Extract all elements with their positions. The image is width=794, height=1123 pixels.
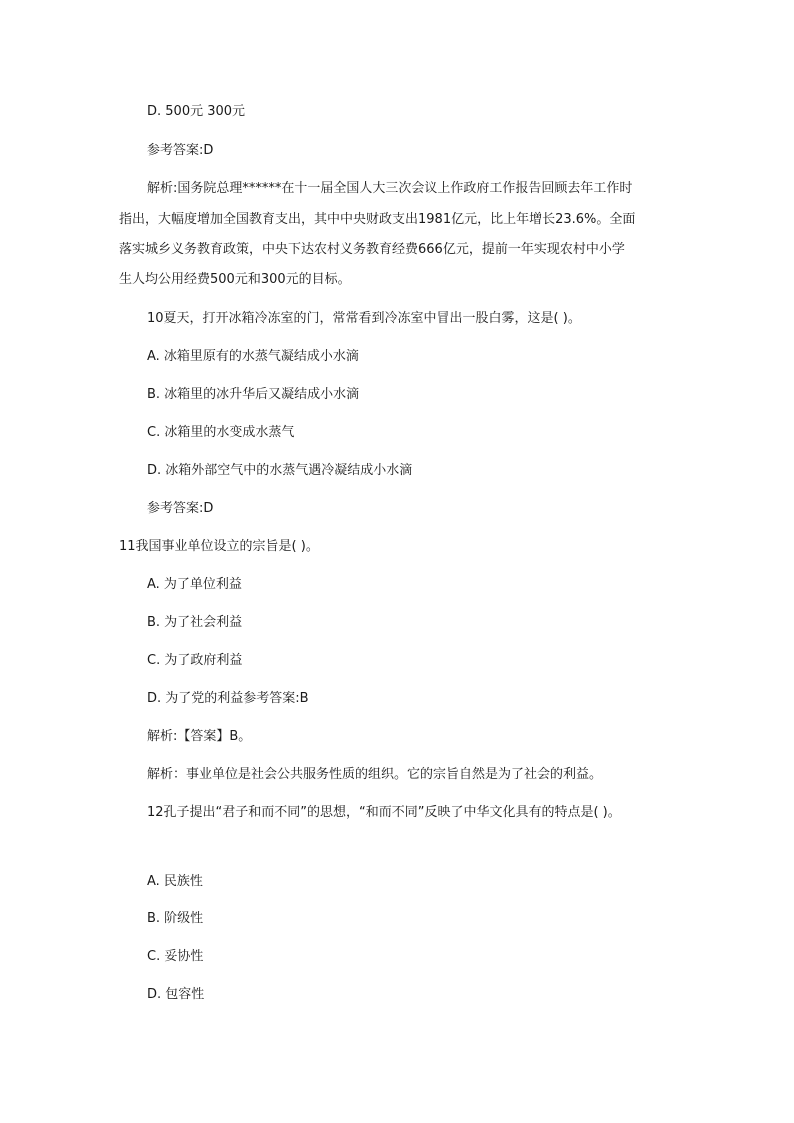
analysis-line: 落实城乡义务教育政策，中央下达农村义务教育经费666亿元，提前一年实现农村中小学: [119, 242, 625, 257]
analysis-line: 解析:国务院总理******在十一届全国人大三次会议上作政府工作报告回顾去年工作时: [147, 181, 633, 196]
option-b: B. 阶级性: [147, 911, 204, 926]
option-c: C. 为了政府利益: [147, 653, 243, 668]
option-a: A. 冰箱里原有的水蒸气凝结成小水滴: [147, 349, 359, 364]
option-a: A. 为了单位利益: [147, 577, 242, 592]
option-c: C. 冰箱里的水变成水蒸气: [147, 425, 295, 440]
answer-line: 参考答案:D: [147, 143, 214, 158]
option-a: A. 民族性: [147, 874, 203, 889]
analysis-line: 解析：事业单位是社会公共服务性质的组织。它的宗旨自然是为了社会的利益。: [147, 767, 603, 782]
question-12: 12孔子提出“君子和而不同”的思想，“和而不同”反映了中华文化具有的特点是( )。: [147, 805, 621, 820]
option-b: B. 为了社会利益: [147, 615, 243, 630]
question-11: 11我国事业单位设立的宗旨是( )。: [119, 539, 319, 554]
option-d: D. 包容性: [147, 987, 205, 1002]
answer-line: 参考答案:D: [147, 501, 214, 516]
question-10: 10夏天，打开冰箱冷冻室的门，常常看到冷冻室中冒出一股白雾，这是( )。: [147, 311, 581, 326]
option-c: C. 妥协性: [147, 949, 204, 964]
analysis-line: 生人均公用经费500元和300元的目标。: [119, 272, 351, 287]
option-d: D. 500元 300元: [147, 104, 246, 119]
analysis-line: 解析:【答案】B。: [147, 729, 252, 744]
option-d: D. 冰箱外部空气中的水蒸气遇冷凝结成小水滴: [147, 463, 413, 478]
option-d: D. 为了党的利益参考答案:B: [147, 691, 309, 706]
analysis-line: 指出，大幅度增加全国教育支出，其中中央财政支出1981亿元，比上年增长23.6%。全面: [119, 212, 636, 227]
option-b: B. 冰箱里的冰升华后又凝结成小水滴: [147, 387, 360, 402]
